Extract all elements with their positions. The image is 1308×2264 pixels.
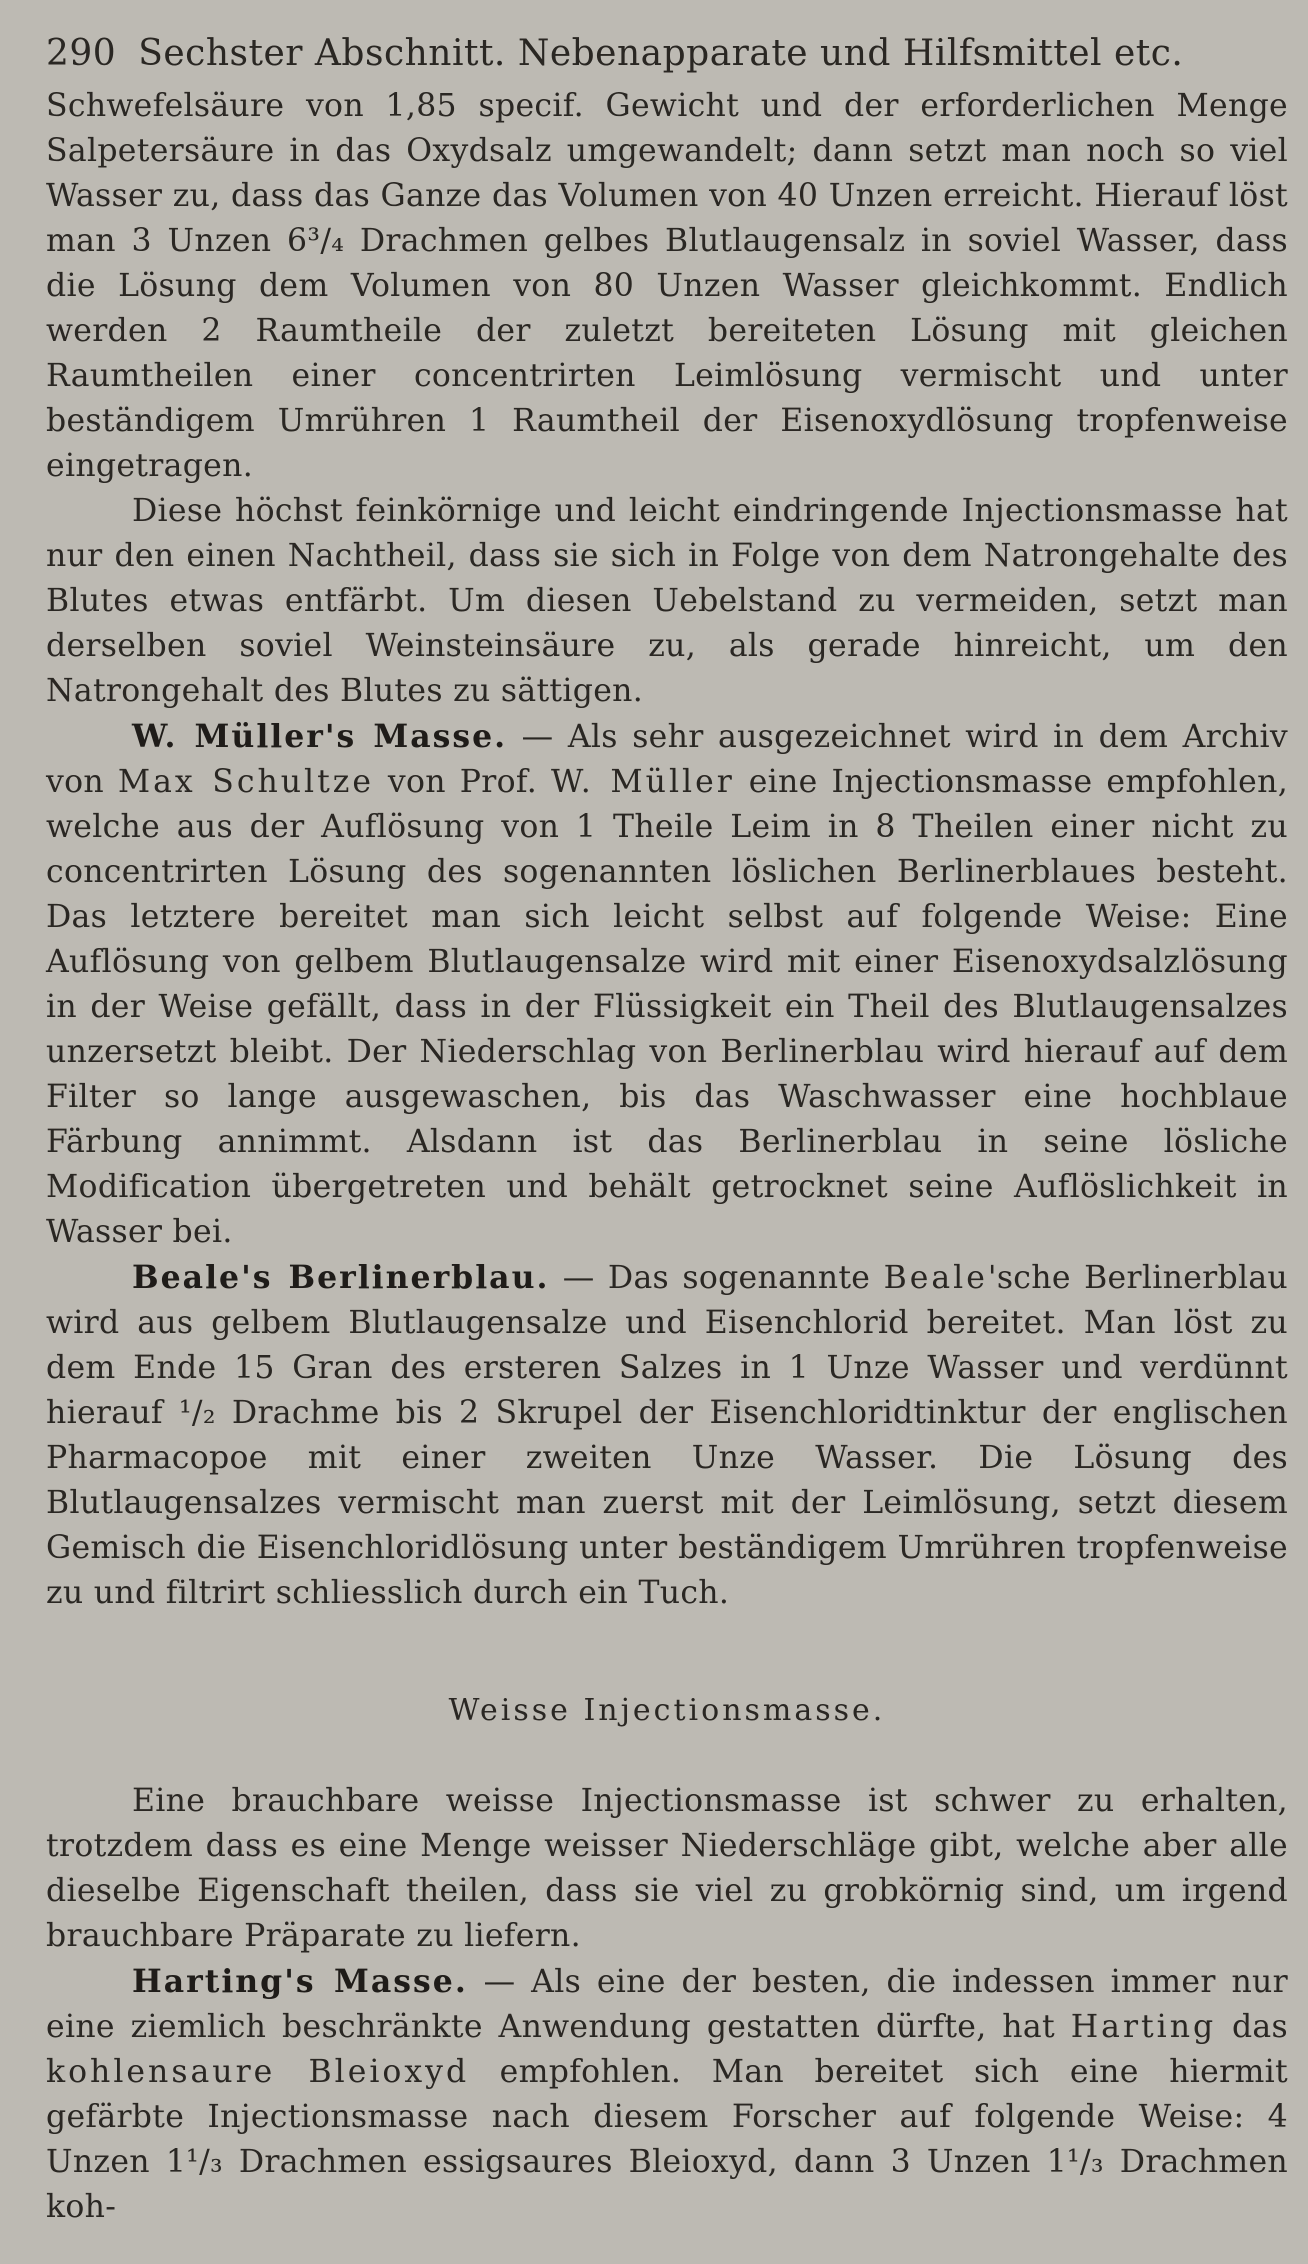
name-harting: Harting — [1070, 2009, 1217, 2045]
substance-bleioxyd: kohlensaure Bleioxyd — [46, 2054, 470, 2090]
name-schultze: Max Schultze — [117, 764, 375, 800]
page-number: 290 — [46, 33, 117, 74]
beale-text-b: 'sche Berlinerblau wird aus gelbem Blutlaugensalze und Eisenchlorid bereitet. Man löst zu dem Ende 15 Gran des ersteren Salzes in 1 Unze Wasser und verdünnt hierauf ¹/₂ Drachme bis 2 Skrupel der Eisenchloridtinktur der englischen Pharmacopoe mit einer zweiten Unze Wasser. Die Lösung des Blutlaugensalzes vermischt man zuerst mit der Leimlösung, setzt diesem Gemisch die Eisenchloridlösung unter beständigem Umrühren tropfenweise zu und filtrirt schliesslich durch ein Tuch. — [46, 1260, 1288, 1611]
name-beale: Beale — [883, 1260, 988, 1296]
mueller-text-c: eine Injectionsmasse empfohlen, welche aus der Auflösung von 1 Theile Leim in 8 Theilen einer nicht zu concentrirten Lösung des sogenannten löslichen Berlinerblaues besteht. Das letztere bereitet man sich leicht selbst auf folgende Weise: Eine Auflösung von gelbem Blutlaugensalze wird mit einer Eisenoxydsalzlösung in der Weise gefällt, dass in der Flüssigkeit ein Theil des Blutlaugensalzes unzersetzt bleibt. Der Niederschlag von Berlinerblau wird hierauf auf dem Filter so lange ausgewaschen, bis das Waschwasser eine hochblaue Färbung annimmt. Alsdann ist das Berlinerblau in seine lösliche Modification übergetreten und behält getrocknet seine Auflöslichkeit in Wasser bei. — [46, 764, 1289, 1250]
beale-lead: Beale's Berlinerblau. — [132, 1259, 550, 1296]
paragraph-mueller — [46, 714, 1288, 1255]
mueller-lead: W. Müller's Masse. — [132, 718, 508, 755]
beale-text-a: — Das sogenannte — [549, 1260, 884, 1296]
section-heading: Weisse Injectionsmasse. — [448, 1693, 886, 1728]
paragraph-harting — [46, 1959, 1288, 2230]
paragraph-weisse: Eine brauchbare weisse Injectionsmasse ist schwer zu erhalten, trotzdem dass es eine Menge weisser Niederschläge gibt, welche aber alle dieselbe Eigenschaft theilen, dass sie viel zu grobkörnig sind, um irgend brauchbare Präparate zu liefern. — [46, 1783, 1288, 1954]
name-mueller: W. Müller — [550, 764, 735, 800]
paragraph-beale — [46, 1255, 1288, 1616]
running-header — [46, 28, 1288, 84]
mueller-text-b: von Prof. — [374, 764, 551, 800]
harting-lead: Harting's Masse. — [132, 1963, 468, 2000]
harting-text-c: empfohlen. Man bereitet sich eine hiermit gefärbte Injectionsmasse nach diesem Forscher auf folgende Weise: 4 Unzen 1¹/₃ Drachmen essigsaures Bleioxyd, dann 3 Unzen 1¹/₃ Drachmen koh- — [46, 2054, 1288, 2225]
mueller-text-a: — Als sehr ausgezeichnet wird in dem Archiv von — [46, 719, 1289, 800]
harting-text-b: das — [1216, 2009, 1288, 2045]
paragraph-1: Schwefelsäure von 1,85 specif. Gewicht und der erforderlichen Menge Salpetersäure in das Oxydsalz umgewandelt; dann setzt man noch so viel Wasser zu, dass das Ganze das Volumen von 40 Unzen erreicht. Hierauf löst man 3 Unzen 6³/₄ Drachmen gelbes Blutlaugensalz in soviel Wasser, dass die Lösung dem Volumen von 80 Unzen Wasser gleichkommt. Endlich werden 2 Raumtheile der zuletzt bereiteten Lösung mit gleichen Raumtheilen einer concentrirten Leimlösung vermischt und unter beständigem Umrühren 1 Raumtheil der Eisenoxydlösung tropfenweise eingetragen. — [46, 88, 1288, 484]
running-title: Sechster Abschnitt. Nebenapparate und Hilfsmittel etc. — [138, 33, 1184, 74]
harting-text-a: — Als eine der besten, die indessen immer nur eine ziemlich beschränkte Anwendung gestatten dürfte, hat — [46, 1964, 1288, 2045]
body-text — [46, 84, 1288, 2230]
paragraph-2: Diese höchst feinkörnige und leicht eindringende Injectionsmasse hat nur den einen Nachtheil, dass sie sich in Folge von dem Natrongehalte des Blutes etwas entfärbt. Um diesen Uebelstand zu vermeiden, setzt man derselben soviel Weinsteinsäure zu, als gerade hinreicht, um den Natrongehalt des Blutes zu sättigen. — [46, 493, 1288, 709]
